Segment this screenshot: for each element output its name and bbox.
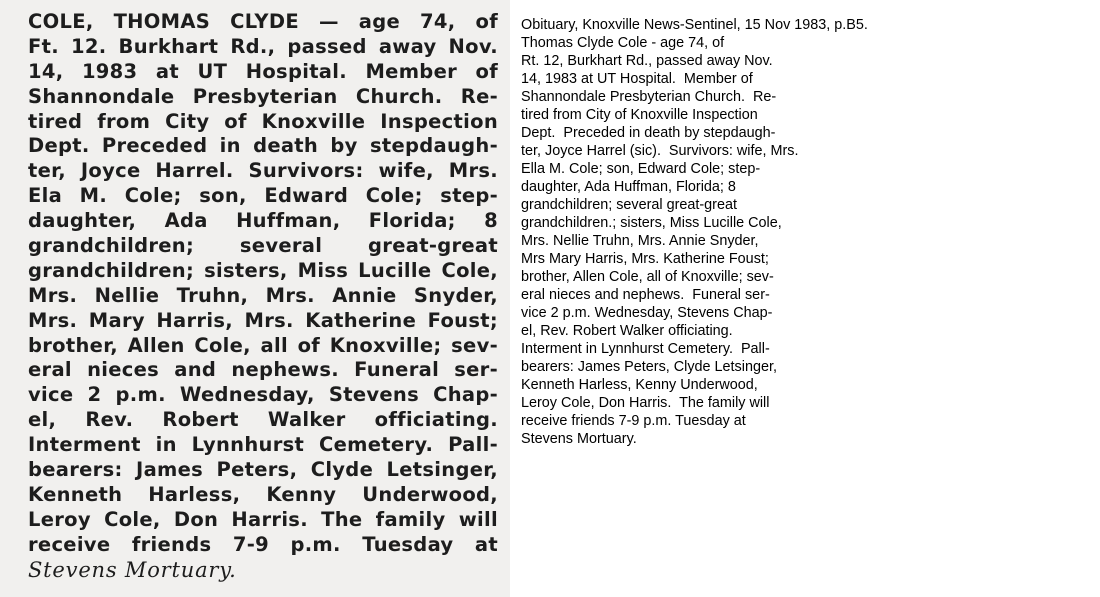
- transcript-line: Kenneth Harless, Kenny Underwood,: [521, 377, 758, 393]
- clipping-line: grandchildren; sisters, Miss Lucille Cole,: [28, 258, 498, 282]
- transcript-line: Interment in Lynnhurst Cemetery. Pall-: [521, 341, 770, 357]
- clipping-line: Mrs. Nellie Truhn, Mrs. Annie Snyder,: [28, 283, 498, 307]
- transcript-line: daughter, Ada Huffman, Florida; 8: [521, 179, 736, 195]
- transcript-line: grandchildren.; sisters, Miss Lucille Cole,: [521, 215, 782, 231]
- transcript-line: tired from City of Knoxville Inspection: [521, 107, 758, 123]
- clipping-line: daughter, Ada Huffman, Florida; 8: [28, 209, 498, 233]
- transcript-line: Rt. 12, Burkhart Rd., passed away Nov.: [521, 53, 773, 69]
- transcript-line: eral nieces and nephews. Funeral ser-: [521, 287, 770, 303]
- transcript-line: Mrs. Nellie Truhn, Mrs. Annie Snyder,: [521, 233, 759, 249]
- clipping-line: Kenneth Harless, Kenny Underwood,: [28, 482, 498, 506]
- clipping-text-block: [28, 10, 498, 582]
- clipping-line: Shannondale Presbyterian Church. Re-: [28, 84, 498, 108]
- clipping-line-signature: Stevens Mortuary.: [28, 557, 237, 582]
- clipping-line: Ela M. Cole; son, Edward Cole; step-: [28, 184, 498, 208]
- transcript-line: Shannondale Presbyterian Church. Re-: [521, 89, 777, 105]
- clipping-line: Dept. Preceded in death by stepdaugh-: [28, 134, 498, 158]
- clipping-line: Leroy Cole, Don Harris. The family will: [28, 507, 498, 531]
- transcription-text-block: [521, 16, 1081, 448]
- clipping-line: 14, 1983 at UT Hospital. Member of: [28, 59, 498, 83]
- transcript-citation: Obituary, Knoxville News-Sentinel, 15 Nov 1983, p.B5.: [521, 17, 868, 33]
- transcript-line: brother, Allen Cole, all of Knoxville; sev-: [521, 269, 774, 285]
- clipping-line: brother, Allen Cole, all of Knoxville; sev-: [28, 333, 498, 357]
- clipping-line: grandchildren; several great-great: [28, 234, 498, 258]
- transcript-line: receive friends 7-9 p.m. Tuesday at: [521, 413, 746, 429]
- transcript-line: Thomas Clyde Cole - age 74, of: [521, 35, 725, 51]
- transcript-line: Ella M. Cole; son, Edward Cole; step-: [521, 161, 761, 177]
- clipping-line: eral nieces and nephews. Funeral ser-: [28, 358, 498, 382]
- clipping-line: COLE, THOMAS CLYDE — age 74, of: [28, 10, 498, 33]
- transcript-line: el, Rev. Robert Walker officiating.: [521, 323, 733, 339]
- clipping-line: Ft. 12. Burkhart Rd., passed away Nov.: [28, 34, 498, 58]
- transcript-line: 14, 1983 at UT Hospital. Member of: [521, 71, 753, 87]
- clipping-line: Mrs. Mary Harris, Mrs. Katherine Foust;: [28, 308, 498, 332]
- newspaper-clipping-image: [0, 0, 510, 597]
- transcript-line: Stevens Mortuary.: [521, 431, 637, 447]
- transcript-line: bearers: James Peters, Clyde Letsinger,: [521, 359, 777, 375]
- transcript-line: vice 2 p.m. Wednesday, Stevens Chap-: [521, 305, 773, 321]
- transcript-line: Mrs Mary Harris, Mrs. Katherine Foust;: [521, 251, 769, 267]
- clipping-line: ter, Joyce Harrel. Survivors: wife, Mrs.: [28, 159, 498, 183]
- clipping-line: vice 2 p.m. Wednesday, Stevens Chap-: [28, 383, 498, 407]
- clipping-line: receive friends 7-9 p.m. Tuesday at: [28, 532, 498, 556]
- transcript-line: Dept. Preceded in death by stepdaugh-: [521, 125, 776, 141]
- clipping-line: bearers: James Peters, Clyde Letsinger,: [28, 458, 498, 482]
- clipping-line: Interment in Lynnhurst Cemetery. Pall-: [28, 433, 498, 457]
- transcript-line: ter, Joyce Harrel (sic). Survivors: wife, Mrs.: [521, 143, 799, 159]
- clipping-line: el, Rev. Robert Walker officiating.: [28, 408, 498, 432]
- transcript-line: grandchildren; several great-great: [521, 197, 737, 213]
- transcript-line: Leroy Cole, Don Harris. The family will: [521, 395, 770, 411]
- clipping-line: tired from City of Knoxville Inspection: [28, 109, 498, 133]
